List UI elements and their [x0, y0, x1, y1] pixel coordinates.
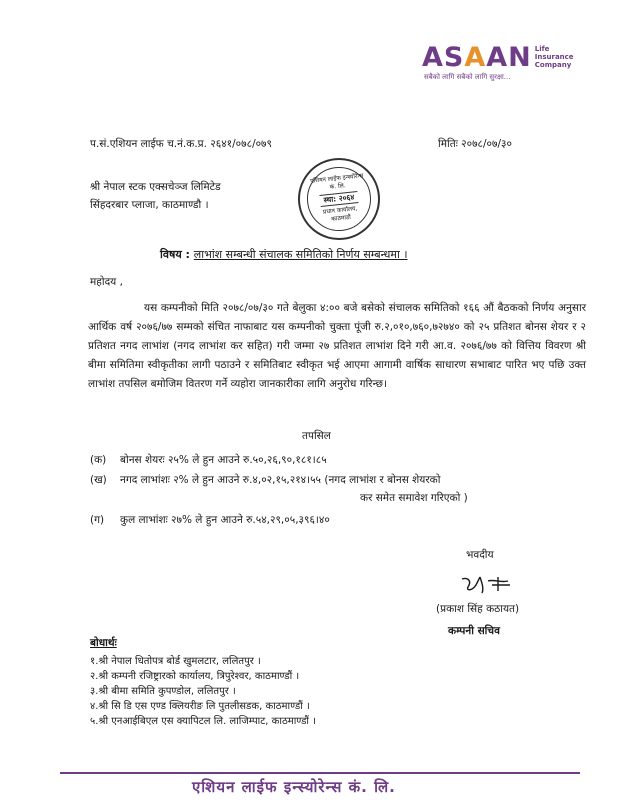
cc-list	[90, 654, 316, 729]
salutation: महोदय ,	[90, 276, 123, 288]
cc-item: ५.श्री एनआईबिएल एस क्यापिटल लि. लाजिम्पाट, काठमाण्डौं ।	[90, 716, 316, 727]
company-seal: एशियन लाईफ इन्स्योरेन्स कं. लि. स्था: २०६४ प्रधान कार्यालय, काठमाडौं	[294, 154, 384, 244]
schedule-item: (ख) नगद लाभांशः २% ले हुन आउने रु.४,०२,१५,२१४।५५ (नगद लाभांश र बोनस शेयरको	[90, 474, 441, 486]
cc-item: ३.श्री बीमा समिति कुपण्डोल, ललितपुर ।	[90, 686, 236, 697]
subject-value: लाभांश सम्बन्धी संचालक समितिको निर्णय सम्बन्धमा ।	[193, 248, 408, 261]
signatory-name: (प्रकाश सिंह कठायत)	[436, 603, 520, 615]
subject-label: विषय :	[160, 248, 190, 261]
cc-title: बोधार्थः	[90, 637, 117, 649]
footer-divider	[60, 772, 580, 774]
schedule-title: तपसिल	[302, 430, 331, 442]
footer-company-name: एशियन लाईफ इन्स्योरेन्स कं. लि.	[192, 778, 396, 796]
letter-date: मितिः २०७८/०७/३०	[438, 138, 512, 150]
closing-regards: भवदीय	[466, 549, 494, 561]
schedule-item-continuation: कर समेत समावेश गरिएको )	[360, 492, 468, 504]
cc-item: २.श्री कम्पनी रजिष्ट्रारको कार्यालय, त्रिपुरेश्वर, काठमाण्डौं ।	[90, 671, 300, 682]
recipient-line-1: श्री नेपाल स्टक एक्सचेञ्ज लिमिटेड	[90, 181, 221, 193]
recipient-line-2: सिंहदरबार प्लाजा, काठमाण्डौ ।	[90, 199, 209, 211]
schedule-item: (क) बोनस शेयरः २५% ले हुन आउने रु.५०,२६,९०,१८१।८५	[90, 454, 327, 466]
logo-wordmark: ASAAN	[422, 42, 532, 73]
subject-line	[160, 247, 408, 262]
signature-mark	[458, 573, 518, 597]
schedule-list	[90, 451, 468, 529]
body-paragraph: यस कम्पनीको मिति २०७८/०७/३० गते बेलुका ४:०० बजे बसेको संचालक समितिको १६६ औं बैठकको निर्णय अनुसार आर्थिक वर्ष २०७६/७७ सम्मको संचित नाफाबाट यस कम्पनीको चुक्ता पूंजी रु.२,०१०,७६०,७२७४० को २५ प्रतिशत बोनस शेयर र २ प्रतिशत नगद लाभांश (नगद लाभांश कर सहित) गरी जम्मा २७ प्रतिशत लाभांश दिने गरी आ.व. २०७६/७७ को वित्तिय विवरण श्री बीमा समितिमा स्वीकृतीका लागी पठाउने र समितिबाट स्वीकृत भई आएमा आगामी वार्षिक साधारण सभाबाट पारित भए पछि उक्त लाभांश तपसिल बमोजिम वितरण गर्ने व्यहोरा जानकारीका लागि अनुरोध गरिन्छ।	[88, 302, 586, 390]
cc-item: ४.श्री सि डि एस एण्ड क्लियरीङ लि पुतलीसडक, काठमाण्डौं ।	[90, 701, 310, 712]
company-logo: ASAAN Life Insurance Company सबैको लागि सबैको लागि सुरक्षा...	[422, 42, 574, 81]
schedule-item: (ग) कुल लाभांशः २७% ले हुन आउने रु.५४,२९,०५,३९६।४०	[90, 514, 330, 526]
logo-tagline: सबैको लागि सबैको लागि सुरक्षा...	[424, 73, 511, 81]
signatory-designation: कम्पनी सचिव	[448, 625, 500, 637]
reference-number: प.सं.एशियन लाईफ च.नं.क.प्र. २६४१/०७८/०७९	[90, 138, 272, 150]
cc-item: १.श्री नेपाल धितोपत्र बोर्ड खुमलटार, ललितपुर ।	[90, 656, 261, 667]
